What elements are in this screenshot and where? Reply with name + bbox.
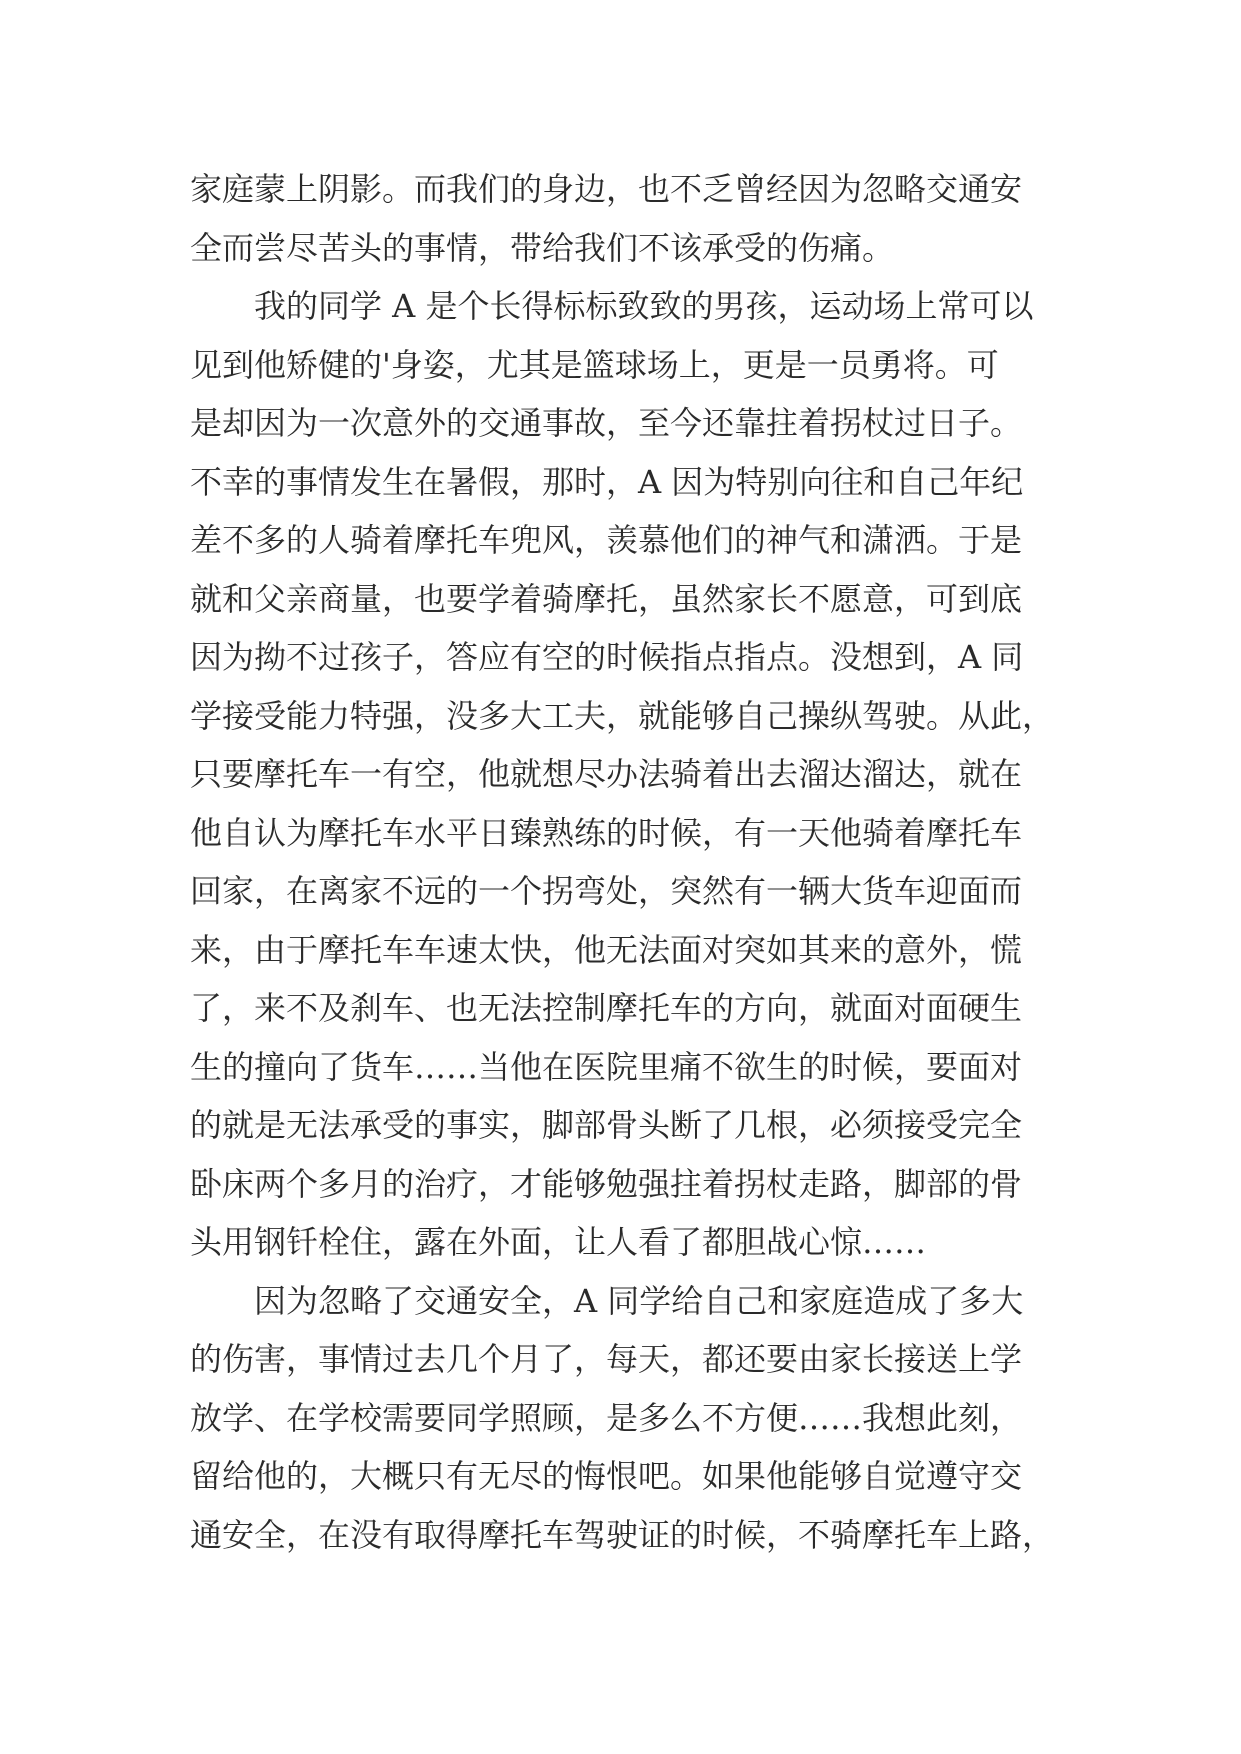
text-line: 我的同学 A 是个长得标标致致的男孩，运动场上常可以: [190, 287, 1034, 325]
text-line: 学接受能力特强，没多大工夫，就能够自己操纵驾驶。从此，: [190, 696, 1055, 735]
text-line: 他自认为摩托车水平日臻熟练的时候，有一天他骑着摩托车: [190, 813, 1023, 852]
text-line: 留给他的，大概只有无尽的悔恨吧。如果他能够自觉遵守交: [190, 1457, 1023, 1495]
paragraph: [190, 1272, 1090, 1565]
text-line: 不幸的事情发生在暑假，那时，A 因为特别向往和自己年纪: [190, 462, 1024, 501]
text-line: 卧床两个多月的治疗，才能够勉强拄着拐杖走路，脚部的骨: [190, 1164, 1023, 1203]
text-line: 差不多的人骑着摩托车兜风，羡慕他们的神气和潇洒。于是: [190, 521, 1023, 559]
text-line: 回家，在离家不远的一个拐弯处，突然有一辆大货车迎面而: [190, 872, 1023, 910]
text-line: 因为拗不过孩子，答应有空的时候指点指点。没想到，A 同: [190, 638, 1024, 676]
text-line: 是却因为一次意外的交通事故，至今还靠拄着拐杖过日子。: [190, 404, 1023, 442]
paragraph: [190, 277, 1090, 1272]
text-line: 只要摩托车一有空，他就想尽办法骑着出去溜达溜达，就在: [190, 755, 1023, 793]
text-line: 因为忽略了交通安全，A 同学给自己和家庭造成了多大: [190, 1281, 1024, 1320]
text-line: 生的撞向了货车……当他在医院里痛不欲生的时候，要面对: [190, 1047, 1023, 1086]
text-line: 放学、在学校需要同学照顾，是多么不方便……我想此刻，: [190, 1398, 1023, 1437]
body-text: [190, 160, 1090, 1564]
text-line: 就和父亲商量，也要学着骑摩托，虽然家长不愿意，可到底: [190, 579, 1023, 618]
text-line: 头用钢钎栓住，露在外面，让人看了都胆战心惊……: [190, 1223, 927, 1261]
text-line: 了，来不及刹车、也无法控制摩托车的方向，就面对面硬生: [190, 989, 1023, 1027]
text-line: 的就是无法承受的事实，脚部骨头断了几根，必须接受完全: [190, 1106, 1023, 1144]
text-line: 的伤害，事情过去几个月了，每天，都还要由家长接送上学: [190, 1340, 1023, 1378]
text-line: 见到他矫健的'身姿，尤其是篮球场上，更是一员勇将。可: [190, 345, 999, 384]
text-line: 家庭蒙上阴影。而我们的身边，也不乏曾经因为忽略交通安: [190, 170, 1023, 208]
text-line: 通安全，在没有取得摩托车驾驶证的时候，不骑摩托车上路，: [190, 1515, 1055, 1554]
paragraph: [190, 160, 1090, 277]
text-line: 来，由于摩托车车速太快，他无法面对突如其来的意外，慌: [190, 930, 1023, 969]
text-line: 全而尝尽苦头的事情，带给我们不该承受的伤痛。: [190, 228, 895, 267]
